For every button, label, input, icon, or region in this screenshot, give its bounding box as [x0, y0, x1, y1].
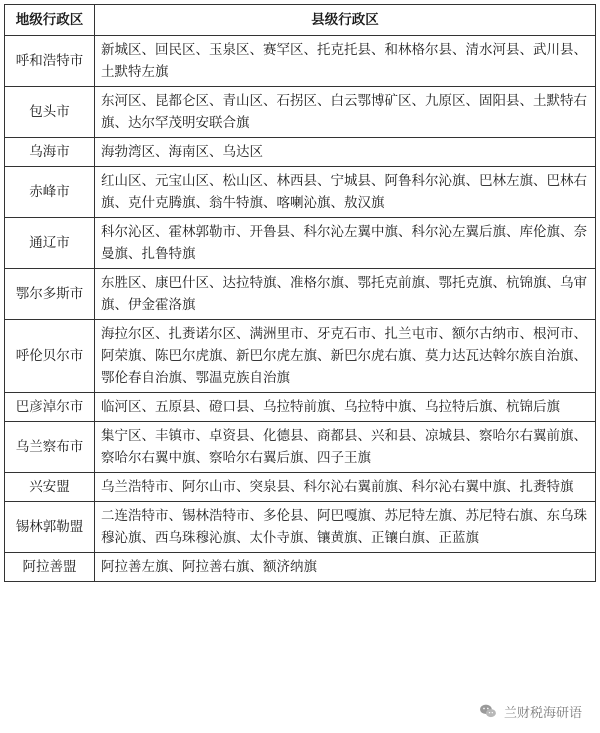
table-row [5, 502, 596, 553]
table-row [5, 553, 596, 582]
table-row [5, 473, 596, 502]
table-row [5, 269, 596, 320]
table-row [5, 87, 596, 138]
city-cell: 呼伦贝尔市 [5, 320, 95, 393]
city-cell: 兴安盟 [5, 473, 95, 502]
city-cell: 乌海市 [5, 138, 95, 167]
counties-cell: 阿拉善左旗、阿拉善右旗、额济纳旗 [95, 553, 596, 582]
counties-cell: 乌兰浩特市、阿尔山市、突泉县、科尔沁右翼前旗、科尔沁右翼中旗、扎赉特旗 [95, 473, 596, 502]
city-cell: 呼和浩特市 [5, 36, 95, 87]
counties-cell: 海拉尔区、扎赉诺尔区、满洲里市、牙克石市、扎兰屯市、额尔古纳市、根河市、阿荣旗、陈巴尔虎旗、新巴尔虎左旗、新巴尔虎右旗、莫力达瓦达斡尔族自治旗、鄂伦春自治旗、鄂温克族自治旗 [95, 320, 596, 393]
table-row [5, 393, 596, 422]
table-row [5, 218, 596, 269]
city-cell: 锡林郭勒盟 [5, 502, 95, 553]
counties-cell: 集宁区、丰镇市、卓资县、化德县、商都县、兴和县、凉城县、察哈尔右翼前旗、察哈尔右翼中旗、察哈尔右翼后旗、四子王旗 [95, 422, 596, 473]
city-cell: 鄂尔多斯市 [5, 269, 95, 320]
city-cell: 阿拉善盟 [5, 553, 95, 582]
counties-cell: 海勃湾区、海南区、乌达区 [95, 138, 596, 167]
city-cell: 赤峰市 [5, 167, 95, 218]
counties-cell: 科尔沁区、霍林郭勒市、开鲁县、科尔沁左翼中旗、科尔沁左翼后旗、库伦旗、奈曼旗、扎鲁特旗 [95, 218, 596, 269]
city-cell: 巴彦淖尔市 [5, 393, 95, 422]
table-header-row [5, 5, 596, 36]
watermark [474, 699, 586, 723]
watermark-text: 兰财税海研语 [503, 705, 582, 721]
table-row [5, 320, 596, 393]
table-row [5, 138, 596, 167]
counties-cell: 红山区、元宝山区、松山区、林西县、宁城县、阿鲁科尔沁旗、巴林左旗、巴林右旗、克什克腾旗、翁牛特旗、喀喇沁旗、敖汉旗 [95, 167, 596, 218]
counties-cell: 东河区、昆都仑区、青山区、石拐区、白云鄂博矿区、九原区、固阳县、土默特右旗、达尔罕茂明安联合旗 [95, 87, 596, 138]
header-prefecture: 地级行政区 [5, 5, 95, 36]
table-row [5, 167, 596, 218]
table-row [5, 422, 596, 473]
wechat-icon [478, 701, 498, 721]
table-row [5, 36, 596, 87]
header-county: 县级行政区 [95, 5, 596, 36]
counties-cell: 东胜区、康巴什区、达拉特旗、准格尔旗、鄂托克前旗、鄂托克旗、杭锦旗、乌审旗、伊金霍洛旗 [95, 269, 596, 320]
city-cell: 乌兰察布市 [5, 422, 95, 473]
city-cell: 包头市 [5, 87, 95, 138]
counties-cell: 新城区、回民区、玉泉区、赛罕区、托克托县、和林格尔县、清水河县、武川县、土默特左旗 [95, 36, 596, 87]
city-cell: 通辽市 [5, 218, 95, 269]
counties-cell: 临河区、五原县、磴口县、乌拉特前旗、乌拉特中旗、乌拉特后旗、杭锦后旗 [95, 393, 596, 422]
admin-division-table [4, 4, 596, 582]
counties-cell: 二连浩特市、锡林浩特市、多伦县、阿巴嘎旗、苏尼特左旗、苏尼特右旗、东乌珠穆沁旗、西乌珠穆沁旗、太仆寺旗、镶黄旗、正镶白旗、正蓝旗 [95, 502, 596, 553]
